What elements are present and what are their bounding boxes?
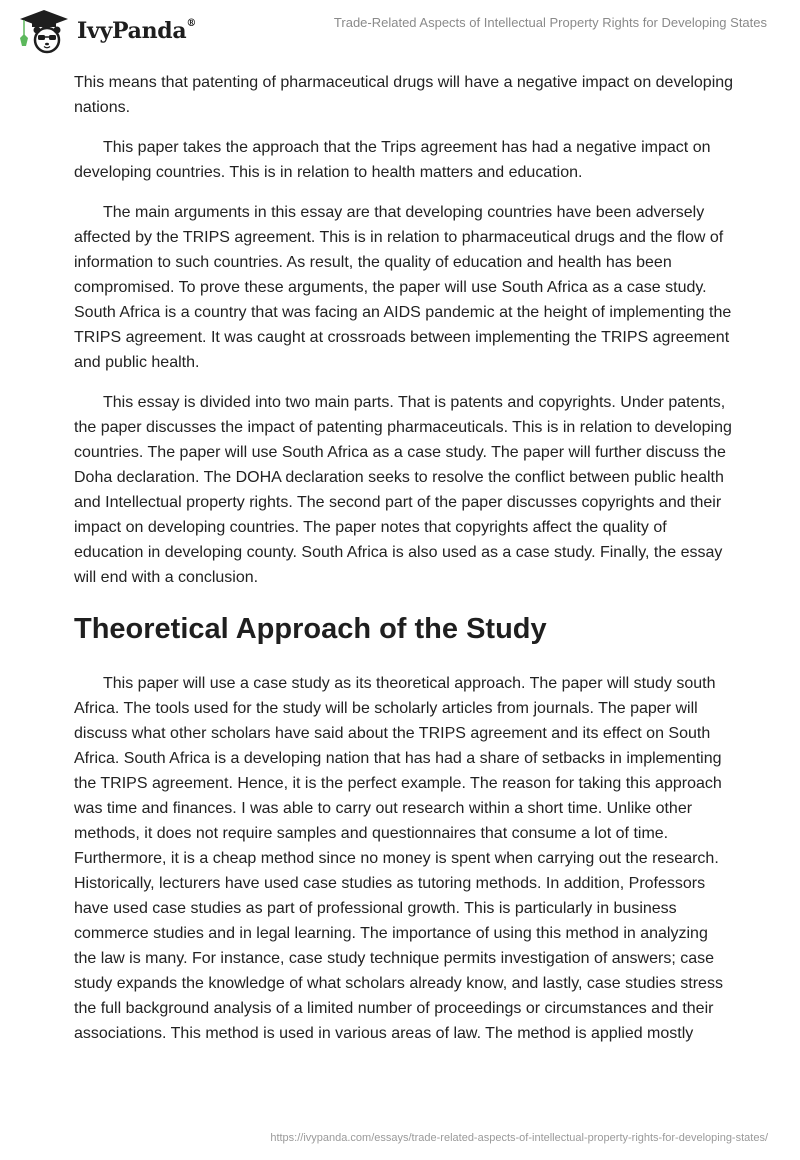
panda-graduate-icon: [18, 8, 70, 54]
ivypanda-logo-link[interactable]: [18, 8, 196, 54]
page-header: [0, 0, 800, 60]
section-heading: Theoretical Approach of the Study: [74, 613, 547, 645]
paragraph-theoretical-approach: This paper will use a case study as its theoretical approach. The paper will study south Africa. The tools used for the study will be scholarly articles from journals. The paper will discuss what other scholars have said about the TRIPS agreement and its effect on South Africa. South Africa is a developing nation that has had a share of setbacks in implementing the TRIPS agreement. Hence, it is the perfect example. The reason for taking this approach was time and finances. I was able to carry out research within a short time. Unlike other methods, it does not require samples and questionnaires that consume a lot of time. Furthermore, it is a cheap method since no money is spent when carrying out the research. Historically, lecturers have used case studies as tutoring methods. In addition, Professors have used case studies as part of professional growth. This is particularly in business commerce studies and in legal learning. The importance of using this method in analyzing the law is many. For instance, case study technique permits investigation of answers; case study expands the knowledge of what scholars already know, and lastly, case studies stress the full background analysis of a limited number of proceedings or circumstances and their associations. This method is used in various areas of law. The method is applied mostly: [74, 675, 723, 1042]
essay-content: [74, 70, 734, 1061]
paragraph-main-arguments: The main arguments in this essay are that developing countries have been adversely affected by the TRIPS agreement. This is in relation to pharmaceutical drugs and the flow of information to such countries. As result, the quality of education and health has been compromised. To prove these arguments, the paper will use South Africa as a case study. South Africa is a country that was facing an AIDS pandemic at the height of implementing the TRIPS agreement. It was caught at crossroads between implementing the TRIPS agreement and public health.: [74, 204, 732, 371]
source-url-link[interactable]: https://ivypanda.com/essays/trade-related-aspects-of-intellectual-property-rights-for-developing-states/: [270, 1132, 768, 1144]
paragraph-intro-continuation: This means that patenting of pharmaceutical drugs will have a negative impact on developing nations.: [74, 74, 734, 116]
paragraph-essay-structure: This essay is divided into two main parts. That is patents and copyrights. Under patents, the paper discusses the impact of patenting pharmaceuticals. This is in relation to developing countries. The paper will use South Africa as a case study. The paper will further discuss the Doha declaration. The DOHA declaration seeks to resolve the conflict between public health and Intellectual property rights. The second part of the paper discusses copyrights and their impact on developing countries. The paper notes that copyrights affect the quality of education in developing county. South Africa is also used as a case study. Finally, the essay will end with a conclusion.: [74, 394, 732, 586]
brand-name: IvyPanda®: [77, 17, 197, 44]
document-title: Trade-Related Aspects of Intellectual Property Rights for Developing States: [333, 15, 767, 30]
registered-mark: ®: [186, 17, 197, 29]
paragraph-approach: This paper takes the approach that the Trips agreement has had a negative impact on developing countries. This is in relation to health matters and education.: [74, 139, 711, 181]
